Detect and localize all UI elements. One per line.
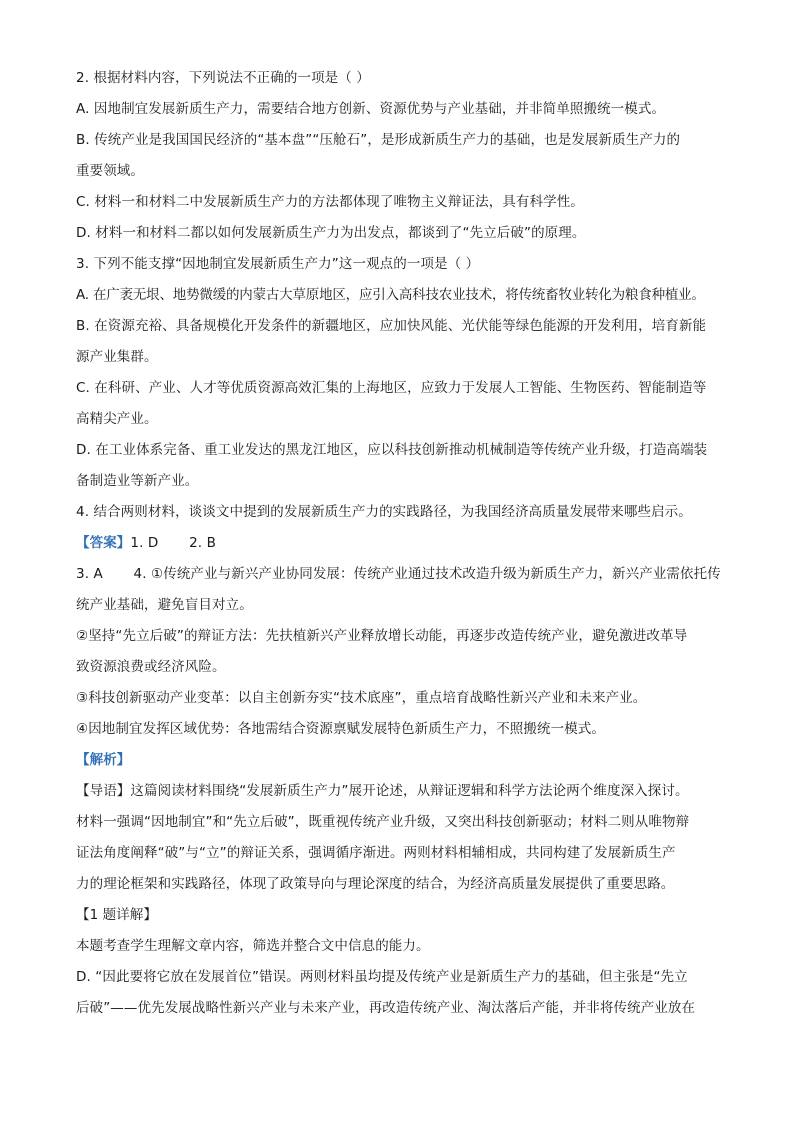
analysis-line-3: 证法角度阐释“破”与“立”的辩证关系，强调循序渐进。两则材料相辅相成，共同构建了发展新质生产 <box>76 845 676 861</box>
analysis-line-4: 力的理论框架和实践路径，体现了政策导向与理论深度的结合，为经济高质量发展提供了重要思路。 <box>76 876 675 892</box>
question-3-option-d-cont: 备制造业等新产业。 <box>76 473 199 489</box>
question-2-option-b-cont: 重要领域。 <box>76 163 144 179</box>
detail-heading-1: 【1 题详解】 <box>76 907 158 923</box>
detail-line-1: 本题考查学生理解文章内容，筛选并整合文中信息的能力。 <box>76 938 430 954</box>
answer-tag: 【答案】 <box>76 535 131 551</box>
question-4-stem: 4. 结合两则材料，谈谈文中提到的发展新质生产力的实践路径，为我国经济高质量发展带来哪些启示。 <box>76 504 692 520</box>
analysis-line-1: 【导语】这篇阅读材料围绕“发展新质生产力”展开论述，从辩证逻辑和科学方法论两个维度深入探讨。 <box>76 783 689 799</box>
question-3-option-d: D. 在工业体系完备、重工业发达的黑龙江地区，应以科技创新推动机械制造等传统产业升级，打造高端装 <box>76 442 708 458</box>
answer-line-4: ②坚持“先立后破”的辩证方法：先扶植新兴产业释放增长动能，再逐步改造传统产业，避免激进改革导 <box>76 628 688 644</box>
detail-line-2: D. “因此要将它放在发展首位”错误。两则材料虽均提及传统产业是新质生产力的基础，但主张是“先立 <box>76 969 688 985</box>
question-3-option-c: C. 在科研、产业、人才等优质资源高效汇集的上海地区，应致力于发展人工智能、生物医药、智能制造等 <box>76 380 707 396</box>
answer-line-5: 致资源浪费或经济风险。 <box>76 659 226 675</box>
analysis-line-2: 材料一强调“因地制宜”和“先立后破”，既重视传统产业升级，又突出科技创新驱动；材料二则从唯物辩 <box>76 814 690 830</box>
question-2-option-c: C. 材料一和材料二中发展新质生产力的方法都体现了唯物主义辩证法，具有科学性。 <box>76 194 584 210</box>
question-3-option-b: B. 在资源充裕、具备规模化开发条件的新疆地区，应加快风能、光伏能等绿色能源的开发利用，培育新能 <box>76 318 707 334</box>
analysis-heading <box>76 745 726 776</box>
question-3-option-c-cont: 高精尖产业。 <box>76 411 158 427</box>
answer-line-3: 统产业基础，避免盲目对立。 <box>76 597 253 613</box>
question-3-stem: 3. 下列不能支撑“因地制宜发展新质生产力”这一观点的一项是（ ） <box>76 256 480 272</box>
question-2-option-b: B. 传统产业是我国国民经济的“基本盘”“压舱石”，是形成新质生产力的基础，也是发展新质生产力的 <box>76 132 681 148</box>
answer-line <box>76 528 726 559</box>
question-3-option-a: A. 在广袤无垠、地势微缓的内蒙古大草原地区，应引入高科技农业技术，将传统畜牧业转化为粮食种植业。 <box>76 287 705 303</box>
detail-line-3: 后破”——优先发展战略性新兴产业与未来产业，再改造传统产业、淘汰落后产能，并非将传统产业放在 <box>76 1000 696 1016</box>
answer-line-7: ④因地制宜发挥区域优势：各地需结合资源禀赋发展特色新质生产力，不照搬统一模式。 <box>76 721 606 737</box>
question-2-option-d: D. 材料一和材料二都以如何发展新质生产力为出发点，都谈到了“先立后破”的原理。 <box>76 225 586 241</box>
analysis-tag: 【解析】 <box>76 752 131 768</box>
answer-line-2: 3. A 4. ①传统产业与新兴产业协同发展：传统产业通过技术改造升级为新质生产力，新兴产业需依托传 <box>76 566 721 582</box>
answer-first: 1. D 2. B <box>130 535 216 551</box>
question-2-stem: 2. 根据材料内容，下列说法不正确的一项是（ ） <box>76 70 370 86</box>
answer-line-6: ③科技创新驱动产业变革：以自主创新夯实“技术底座”，重点培育战略性新兴产业和未来产业。 <box>76 690 647 706</box>
question-3-option-b-cont: 源产业集群。 <box>76 349 158 365</box>
question-2-option-a: A. 因地制宜发展新质生产力，需要结合地方创新、资源优势与产业基础，并非简单照搬统一模式。 <box>76 101 666 117</box>
document-body <box>76 63 726 1024</box>
